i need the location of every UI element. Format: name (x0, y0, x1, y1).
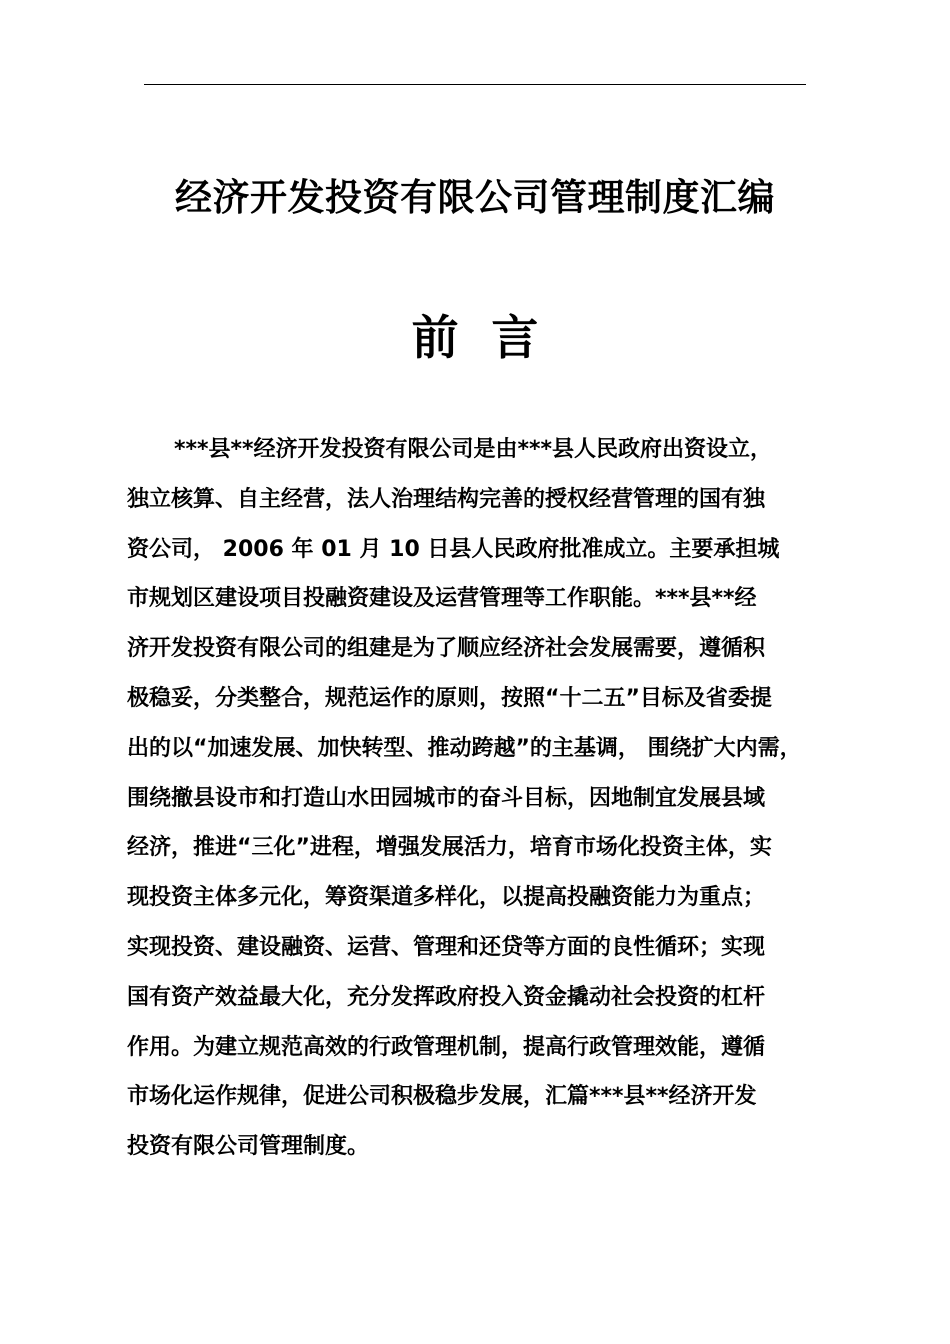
body-line: 独立核算、自主经营，法人治理结构完善的授权经营管理的国有独 (127, 486, 766, 512)
body-line: 实现投资、建设融资、运营、管理和还贷等方面的良性循环；实现 (127, 934, 766, 960)
body-line: 市规划区建设项目投融资建设及运营管理等工作职能。***县**经 (127, 586, 757, 612)
body-line: 极稳妥，分类整合，规范运作的原则，按照“十二五”目标及省委提 (127, 685, 772, 711)
preface-heading: 前 言 (411, 311, 539, 366)
body-line: 作用。为建立规范高效的行政管理机制，提高行政管理效能，遵循 (127, 1034, 766, 1060)
body-line: 经济，推进“三化”进程，增强发展活力，培育市场化投资主体，实 (127, 835, 772, 861)
body-line: 资公司， 2006 年 01 月 10 日县人民政府批准成立。主要承担城 (127, 536, 780, 562)
body-line: 济开发投资有限公司的组建是为了顺应经济社会发展需要，遵循积 (127, 636, 766, 662)
body-line: ***县**经济开发投资有限公司是由***县人民政府出资设立， (174, 437, 773, 462)
body-line: 投资有限公司管理制度。 (127, 1134, 370, 1160)
preface-body (127, 425, 867, 1172)
document-title: 经济开发投资有限公司管理制度汇编 (175, 176, 775, 219)
header-rule (144, 84, 806, 85)
body-line: 围绕撤县设市和打造山水田园城市的奋斗目标，因地制宜发展县域 (127, 785, 766, 811)
body-line: 市场化运作规律，促进公司积极稳步发展，汇篇***县**经济开发 (127, 1084, 757, 1110)
body-line: 出的以“加速发展、加快转型、推动跨越”的主基调， 围绕扩大内需， (127, 735, 802, 761)
body-line: 现投资主体多元化，筹资渠道多样化，以提高投融资能力为重点； (127, 885, 766, 911)
body-line: 国有资产效益最大化，充分发挥政府投入资金撬动社会投资的杠杆 (127, 984, 766, 1010)
